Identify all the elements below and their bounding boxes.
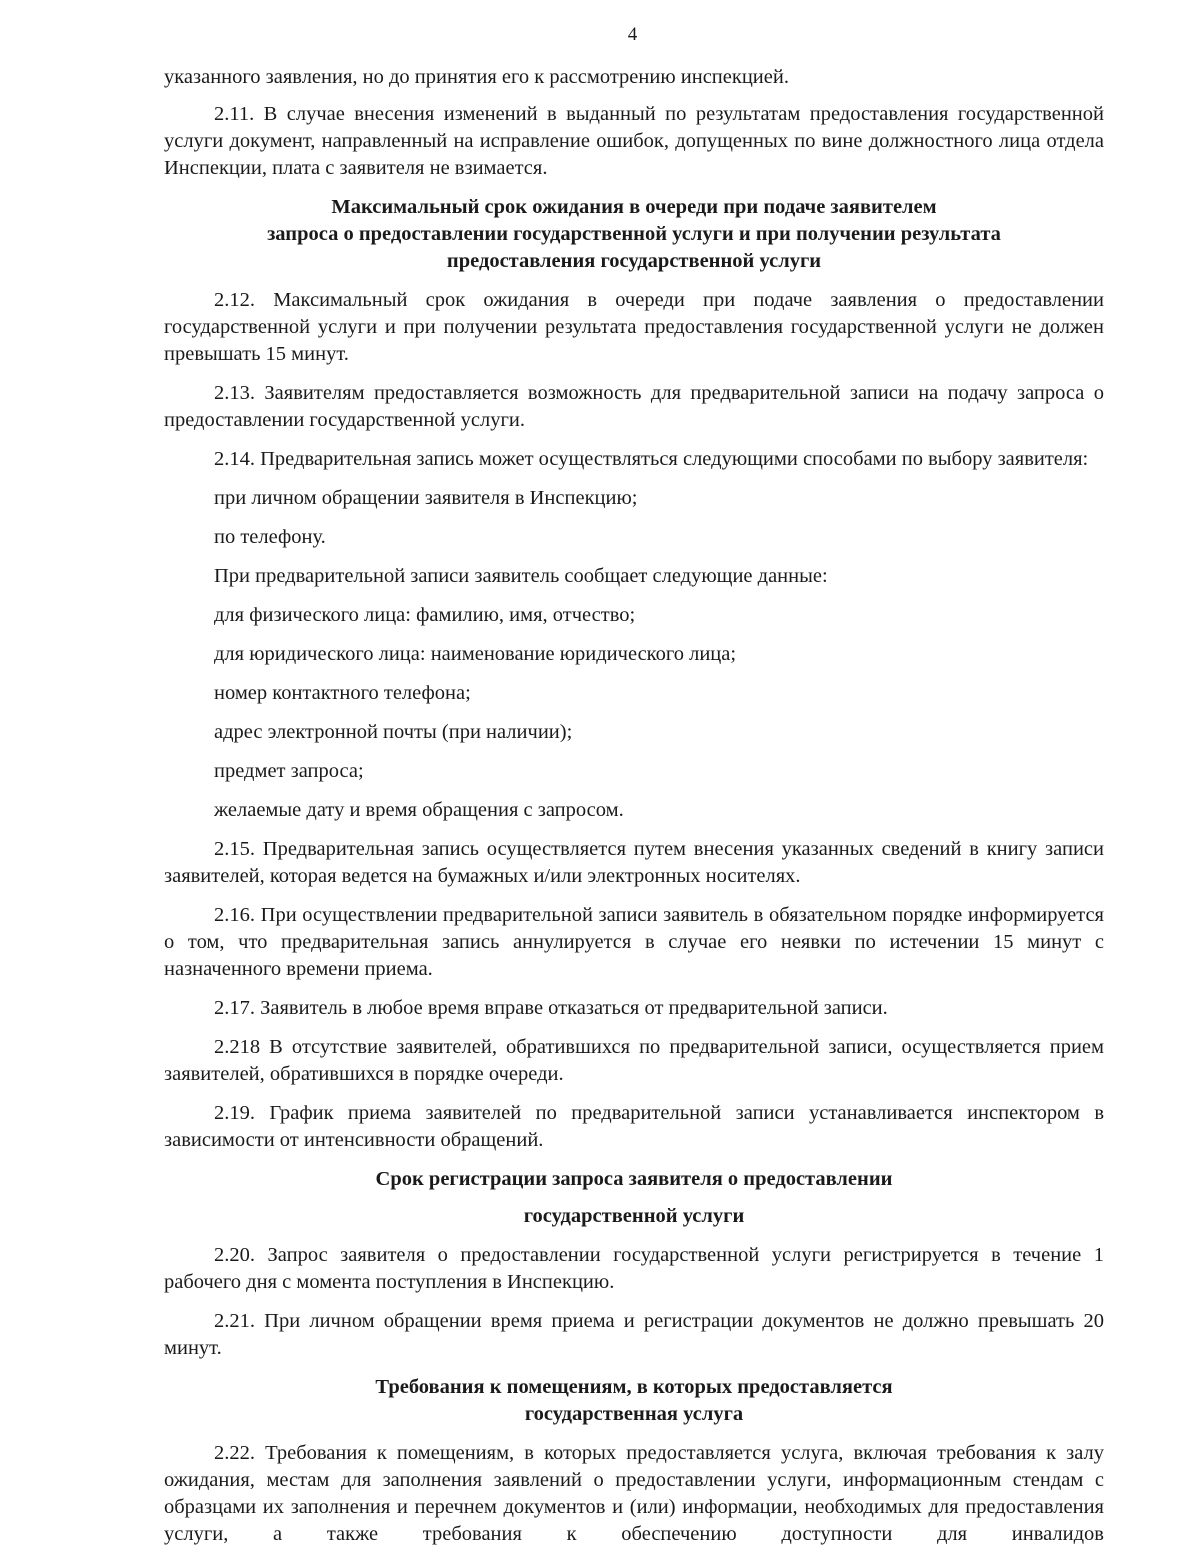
paragraph-2-15: 2.15. Предварительная запись осуществляется путем внесения указанных сведений в книгу записи заявителей, которая ведется на бумажных и/или электронных носителях.	[164, 838, 1104, 887]
paragraph-2-13: 2.13. Заявителям предоставляется возможность для предварительной записи на подачу запроса о предоставлении государственной услуги.	[164, 382, 1104, 431]
list-item: предмет запроса;	[214, 760, 364, 782]
list-item: при личном обращении заявителя в Инспекцию;	[214, 487, 638, 509]
list-item: для юридического лица: наименование юридического лица;	[214, 643, 737, 665]
heading-line: запроса о предоставлении государственной услуги и при получении результата	[267, 223, 1001, 245]
paragraph-continuation: указанного заявления, но до принятия его к рассмотрению инспекцией.	[164, 66, 789, 88]
list-item: для физического лица: фамилию, имя, отчество;	[214, 604, 636, 626]
paragraph-2-16: 2.16. При осуществлении предварительной записи заявитель в обязательном порядке информируется о том, что предварительная запись аннулируется в случае его неявки по истечении 15 минут с назначенного времени приема.	[164, 904, 1104, 980]
paragraph-2-17: 2.17. Заявитель в любое время вправе отказаться от предварительной записи.	[214, 997, 888, 1019]
paragraph-2-20: 2.20. Запрос заявителя о предоставлении государственной услуги регистрируется в течение 1 рабочего дня с момента поступления в Инспекцию.	[164, 1244, 1104, 1293]
section-heading-premises	[164, 1374, 1104, 1428]
list-item: номер контактного телефона;	[214, 682, 471, 704]
list-item: по телефону.	[214, 526, 326, 548]
paragraph-2-18: 2.218 В отсутствие заявителей, обратившихся по предварительной записи, осуществляется прием заявителей, обратившихся в порядке очереди.	[164, 1036, 1104, 1085]
paragraph-2-11: 2.11. В случае внесения изменений в выданный по результатам предоставления государственной услуги документ, направленный на исправление ошибок, допущенных по вине должностного лица отдела Инспекции, плата с заявителя не взимается.	[164, 103, 1104, 179]
paragraph-2-22: 2.22. Требования к помещениям, в которых предоставляется услуга, включая требования к залу ожидания, местам для заполнения заявлений о предоставлении услуги, информационным стендам с образцами их заполнения и перечнем документов и (или) информации, необходимых для предоставления услуги, а также требования к обеспечению доступности для инвалидов	[164, 1442, 1104, 1545]
list-item: желаемые дату и время обращения с запросом.	[214, 799, 624, 821]
list-item: адрес электронной почты (при наличии);	[214, 721, 573, 743]
heading-line: Требования к помещениям, в которых предоставляется	[375, 1376, 893, 1398]
paragraph-2-19: 2.19. График приема заявителей по предварительной записи устанавливается инспектором в зависимости от интенсивности обращений.	[164, 1102, 1104, 1151]
heading-line: государственная услуга	[524, 1403, 744, 1425]
paragraph-2-12: 2.12. Максимальный срок ожидания в очереди при подаче заявления о предоставлении государственной услуги и при получении результата предоставления государственной услуги не должен превышать 15 минут.	[164, 289, 1104, 365]
section-heading-waiting-time	[164, 194, 1104, 275]
section-heading-registration	[164, 1166, 1104, 1230]
paragraph-2-21: 2.21. При личном обращении время приема и регистрации документов не должно превышать 20 минут.	[164, 1310, 1104, 1359]
page-number: 4	[627, 24, 638, 45]
list-item: При предварительной записи заявитель сообщает следующие данные:	[214, 565, 828, 587]
heading-line: предоставления государственной услуги	[446, 250, 822, 272]
document-body	[164, 64, 1104, 1548]
heading-line: Срок регистрации запроса заявителя о предоставлении	[375, 1168, 893, 1190]
heading-line: Максимальный срок ожидания в очереди при подаче заявителем	[331, 196, 937, 218]
paragraph-2-14: 2.14. Предварительная запись может осуществляться следующими способами по выбору заявителя:	[214, 448, 1089, 470]
heading-line: государственной услуги	[523, 1205, 745, 1227]
